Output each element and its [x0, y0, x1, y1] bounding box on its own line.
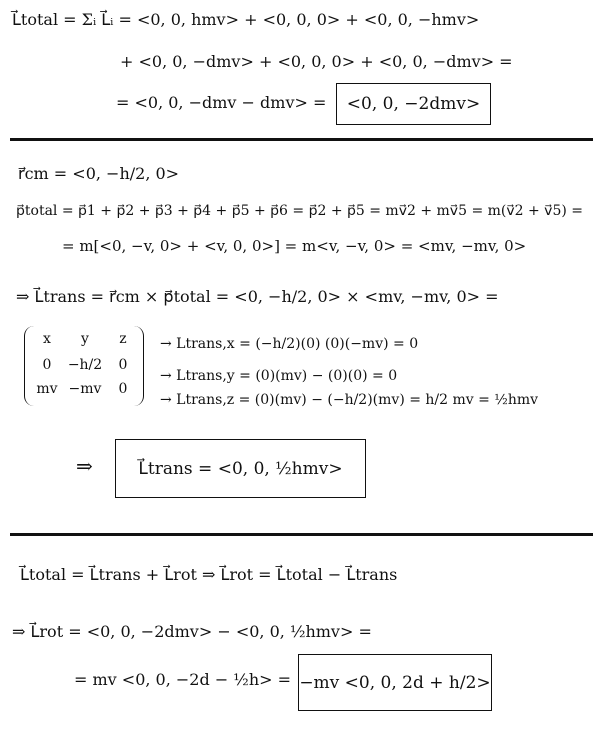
- section-divider-1: [10, 138, 593, 141]
- rotational-result-box: [298, 654, 492, 711]
- matrix-cell: x: [43, 331, 51, 347]
- translational-momentum-cross: ⇒ L⃗trans = r⃗cm × p⃗total = <0, −h/2, 0> × <mv, −mv, 0> =: [16, 287, 499, 306]
- total-momentum-line2: = m[<0, −v, 0> + <v, 0, 0>] = m<v, −v, 0> = <mv, −mv, 0>: [62, 237, 527, 255]
- component-x: → Ltrans,x = (−h/2)(0) (0)(−mv) = 0: [160, 336, 419, 352]
- translational-result: L⃗trans = <0, 0, ½hmv>: [138, 458, 343, 479]
- rotational-subtraction: ⇒ L⃗rot = <0, 0, −2dmv> − <0, 0, ½hmv> =: [12, 622, 372, 641]
- implies-arrow: ⇒: [76, 454, 93, 478]
- section-divider-2: [10, 533, 593, 536]
- rotational-relation: L⃗total = L⃗trans + L⃗rot ⇒ L⃗rot = L⃗total − L⃗trans: [20, 565, 398, 584]
- total-result: <0, 0, −2dmv>: [346, 94, 481, 114]
- total-momentum-line1: p⃗total = p⃗1 + p⃗2 + p⃗3 + p⃗4 + p⃗5 + p⃗6 = p⃗2 + p⃗5 = mv⃗2 + mv⃗5 = m(v⃗2 + v⃗5) =: [16, 203, 584, 219]
- sum-continuation: + <0, 0, −dmv> + <0, 0, 0> + <0, 0, −dmv> =: [120, 52, 513, 71]
- component-z: → Ltrans,z = (0)(mv) − (−h/2)(mv) = h/2 mv = ½hmv: [160, 392, 539, 408]
- total-angular-momentum-sum: L⃗total = Σᵢ L⃗ᵢ = <0, 0, hmv> + <0, 0, 0> + <0, 0, −hmv>: [12, 10, 480, 29]
- matrix-cell: z: [119, 331, 127, 347]
- matrix-cell: mv: [36, 381, 58, 397]
- matrix-cell: 0: [118, 357, 128, 373]
- cross-product-matrix: [24, 326, 144, 406]
- component-y: → Ltrans,y = (0)(mv) − (0)(0) = 0: [160, 368, 398, 384]
- rotational-result: −mv <0, 0, 2d + h/2>: [299, 672, 491, 693]
- matrix-cell: −h/2: [67, 357, 103, 373]
- matrix-cell: −mv: [68, 381, 102, 397]
- sum-result: = <0, 0, −dmv − dmv> =: [116, 93, 327, 112]
- matrix-cell: 0: [118, 381, 128, 397]
- center-of-mass-position: r⃗cm = <0, −h/2, 0>: [18, 164, 180, 183]
- total-result-box: [336, 83, 491, 125]
- translational-result-box: [115, 439, 366, 498]
- matrix-cell: 0: [42, 357, 52, 373]
- matrix-cell: y: [81, 331, 89, 347]
- rotational-simplified: = mv <0, 0, −2d − ½h> =: [74, 670, 292, 689]
